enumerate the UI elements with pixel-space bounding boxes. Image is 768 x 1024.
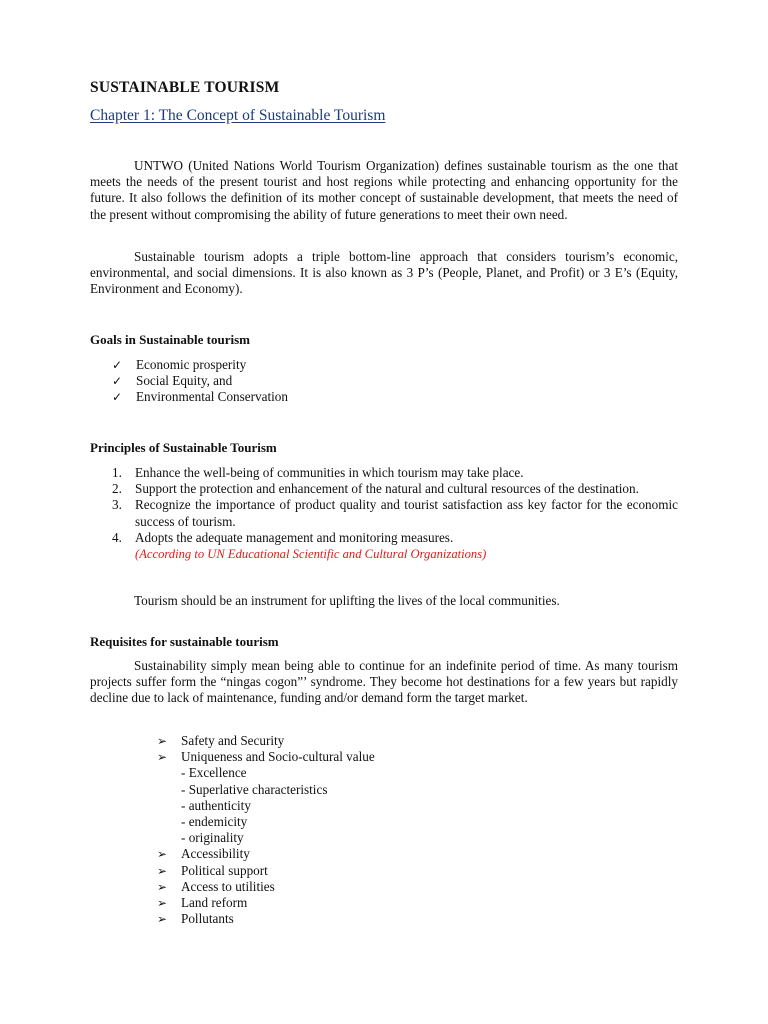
sub-list-item: - Superlative characteristics [181,781,328,797]
intro-paragraph: Sustainable tourism adopts a triple bottom-line approach that considers tourism’s economic, environmental, and social dimensions. It is also known as 3 P’s (People, Planet, and Profit) or 3 E’s (Equity, Environment and Economy). [90,249,678,297]
sub-list-item: - Excellence [181,765,247,781]
list-item: ✓ Environmental Conservation [112,389,288,405]
arrow-bullet-icon: ➢ [157,847,168,862]
principles-closing: Tourism should be an instrument for uplifting the lives of the local communities. [134,593,560,608]
principles-heading: Principles of Sustainable Tourism [90,440,277,455]
sub-list-item: - originality [181,830,244,846]
requisites-heading: Requisites for sustainable tourism [90,634,279,649]
citation-note: (According to UN Educational Scientific and Cultural Organizations) [135,547,487,562]
list-item: 1. Enhance the well-being of communities in which tourism may take place. [112,465,524,480]
sub-list [181,765,375,846]
check-icon: ✓ [112,390,123,405]
list-item: 4. Adopts the adequate management and monitoring measures. (According to UN Educational Scientific and Cultural Organizations) [112,530,678,562]
arrow-bullet-icon: ➢ [157,734,168,748]
goals-list [112,357,288,406]
list-item: ➢ Political support [157,862,268,878]
requisites-paragraph: Sustainability simply mean being able to continue for an indefinite period of time. As many tourism projects suffer form the “ningas cogon”’ syndrome. They become hot destinations for a few years but rapidly decline due to lack of maintenance, funding and/or demand form the target market. [90,658,678,706]
requisites-list [157,733,375,927]
arrow-bullet-icon: ➢ [157,912,168,927]
list-item: 3. Recognize the importance of product quality and tourist satisfaction ass key factor for the economic success of tourism. [112,497,678,529]
intro-paragraph: UNTWO (United Nations World Tourism Organization) defines sustainable tourism as the one that meets the needs of the present tourist and host regions while protecting and enhancing opportunity for the future. It also follows the definition of its mother concept of sustainable development, that meets the need of the present without compromising the ability of future generations to meet their own need. [90,158,678,222]
check-icon: ✓ [112,358,123,372]
document-title: SUSTAINABLE TOURISM [90,79,280,96]
check-icon: ✓ [112,374,123,389]
list-item: ➢ Pollutants [157,911,234,927]
list-item: ➢ Access to utilities [157,878,275,894]
arrow-bullet-icon: ➢ [157,879,168,894]
chapter-title: Chapter 1: The Concept of Sustainable Tourism [90,107,386,124]
list-item: ➢ Land reform [157,895,248,911]
principles-list [112,465,678,562]
list-item: ➢ Accessibility [157,846,250,862]
list-item: ➢ Safety and Security [157,733,285,748]
list-item: ✓ Economic prosperity [112,357,247,372]
arrow-bullet-icon: ➢ [157,896,168,911]
arrow-bullet-icon: ➢ [157,863,168,878]
goals-heading: Goals in Sustainable tourism [90,332,251,347]
list-item: ✓ Social Equity, and [112,373,233,389]
list-item: ➢ Uniqueness and Socio-cultural value - Excellence - Superlative characteristics - authenticity - endemicity - originality [157,749,375,846]
sub-list-item: - authenticity [181,797,251,813]
sub-list-item: - endemicity [181,814,248,830]
list-item: 2. Support the protection and enhancement of the natural and cultural resources of the destination. [112,481,639,497]
arrow-bullet-icon: ➢ [157,750,168,765]
